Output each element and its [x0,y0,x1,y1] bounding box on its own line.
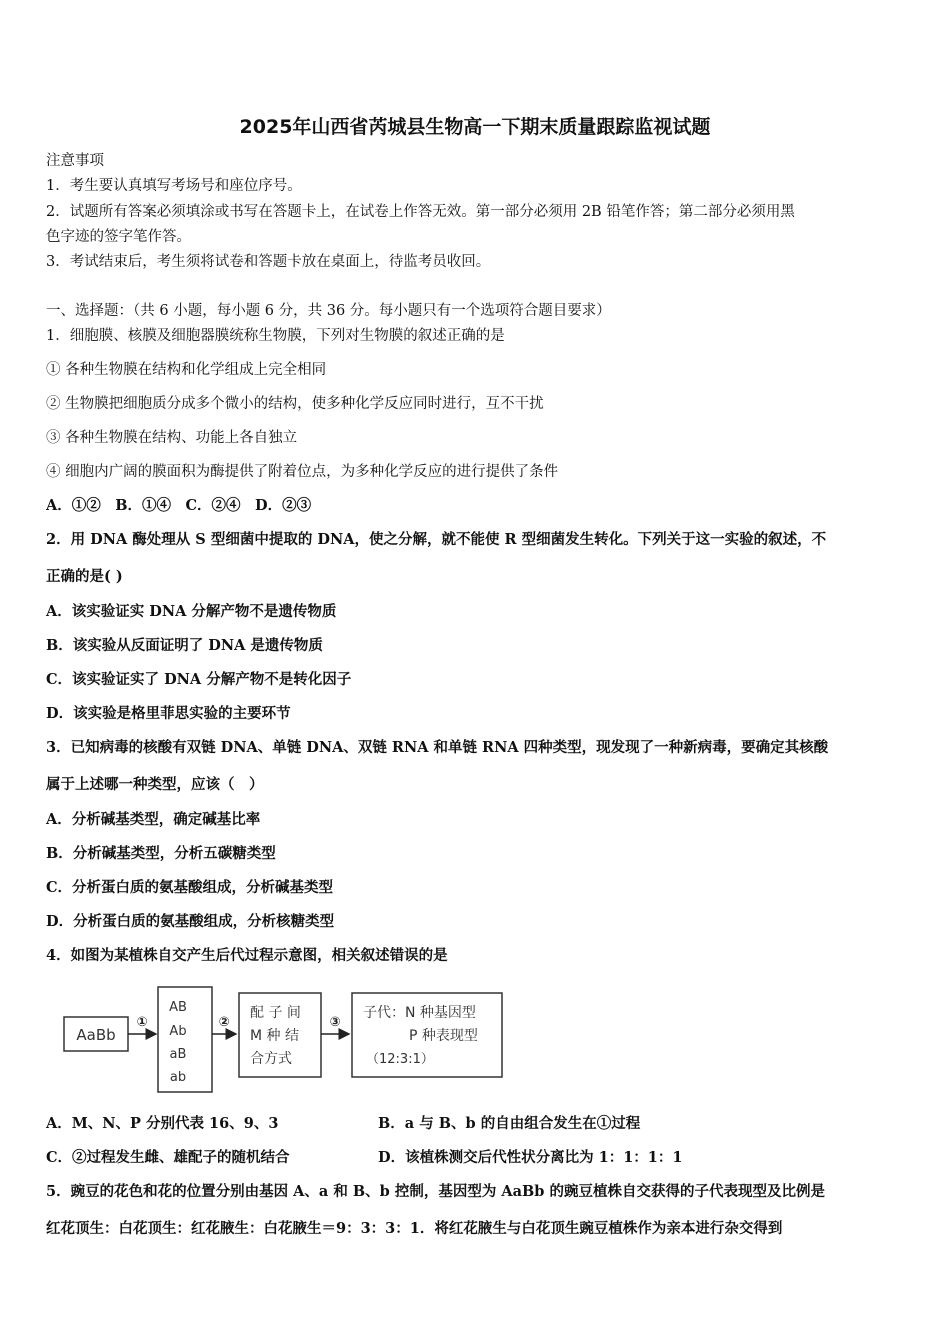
page-title: 2025年山西省芮城县生物高一下期末质量跟踪监视试题 [239,116,711,138]
q4-option-a: A．M、N、P 分别代表 16、9、3 [46,1115,279,1132]
parent-genotype: AaBb [76,1026,116,1044]
q4-option-c: C．②过程发生雌、雄配子的随机结合 [46,1149,290,1166]
section-heading: 一、选择题：（共 6 小题，每小题 6 分，共 36 分。每小题只有一个选项符合题目要求） [46,303,611,319]
gamete: Ab [169,1024,187,1039]
q1-statement: ① 各种生物膜在结构和化学组成上完全相同 [46,362,327,378]
q5-stem: 5．豌豆的花色和花的位置分别由基因 A、a 和 B、b 控制，基因型为 AaBb 的豌豆植株自交获得的子代表现型及比例是 [46,1183,825,1200]
notice-item: 3．考试结束后，考生须将试卷和答题卡放在桌面上，待监考员收回。 [46,254,491,270]
q2-option-b: B．该实验从反面证明了 DNA 是遗传物质 [46,637,323,654]
step-2-label: ② [218,1015,230,1030]
gamete: aB [169,1047,187,1062]
offspring-text: P 种表现型 [409,1028,478,1044]
combination-text: 配 子 间 [250,1005,301,1021]
notice-item: 2．试题所有答案必须填涂或书写在答题卡上，在试卷上作答无效。第一部分必须用 2B 铅笔作答；第二部分必须用黑 [46,204,795,220]
offspring-text: 子代：N 种基因型 [363,1005,476,1021]
q3-option-c: C．分析蛋白质的氨基酸组成，分析碱基类型 [46,879,334,896]
q3-option-b: B．分析碱基类型，分析五碳糖类型 [46,845,276,862]
notice-heading: 注意事项 [46,153,104,169]
q2-stem-cont: 正确的是( ) [46,568,123,585]
notice-item: 色字迹的签字笔作答。 [46,229,191,245]
step-1-label: ① [136,1015,148,1030]
q4-diagram [56,984,516,1096]
q1-statement: ② 生物膜把细胞质分成多个微小的结构，使多种化学反应同时进行，互不干扰 [46,396,544,412]
q2-stem: 2．用 DNA 酶处理从 S 型细菌中提取的 DNA，使之分解，就不能使 R 型细菌发生转化。下列关于这一实验的叙述，不 [46,531,827,548]
q2-option-d: D．该实验是格里菲思实验的主要环节 [46,705,291,722]
combination-text: M 种 结 [250,1028,299,1044]
notice-item: 1．考生要认真填写考场号和座位序号。 [46,178,302,194]
q4-option-b: B．a 与 B、b 的自由组合发生在①过程 [378,1115,641,1132]
q1-statement: ③ 各种生物膜在结构、功能上各自独立 [46,430,298,446]
q3-option-d: D．分析蛋白质的氨基酸组成，分析核糖类型 [46,913,335,930]
q1-stem: 1．细胞膜、核膜及细胞器膜统称生物膜，下列对生物膜的叙述正确的是 [46,328,505,344]
step-3-label: ③ [329,1015,341,1030]
gamete: ab [169,1070,187,1085]
q1-statement: ④ 细胞内广阔的膜面积为酶提供了附着位点，为多种化学反应的进行提供了条件 [46,464,559,480]
q5-stem-cont: 红花顶生：白花顶生：红花腋生：白花腋生＝9：3：3：1．将红花腋生与白花顶生豌豆植株作为亲本进行杂交得到 [46,1220,783,1237]
q4-stem: 4．如图为某植株自交产生后代过程示意图，相关叙述错误的是 [46,947,448,964]
q1-options: A．①② B．①④ C．②④ D．②③ [46,497,312,514]
q2-option-c: C．该实验证实了 DNA 分解产物不是转化因子 [46,671,352,688]
q4-option-d: D．该植株测交后代性状分离比为 1：1：1：1 [378,1149,683,1166]
q3-stem: 3．已知病毒的核酸有双链 DNA、单链 DNA、双链 RNA 和单链 RNA 四种类型，现发现了一种新病毒，要确定其核酸 [46,739,829,756]
q2-option-a: A．该实验证实 DNA 分解产物不是遗传物质 [46,603,337,620]
gamete: AB [169,1000,187,1015]
combination-text: 合方式 [250,1051,292,1067]
offspring-text: （12:3:1） [366,1052,434,1067]
q3-stem-cont: 属于上述哪一种类型，应该（ ） [46,776,264,793]
q3-option-a: A．分析碱基类型，确定碱基比率 [46,811,261,828]
